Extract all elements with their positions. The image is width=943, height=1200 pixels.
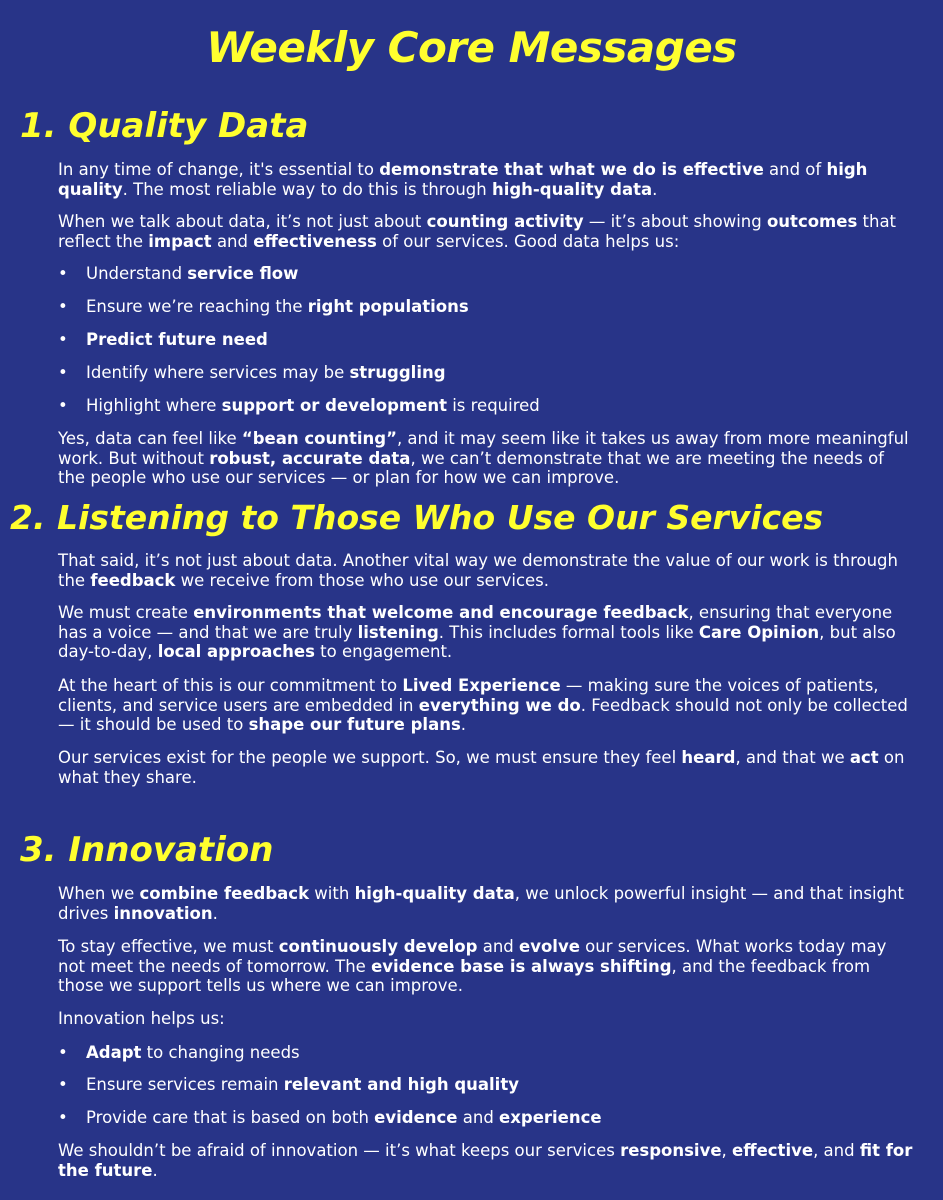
paragraph <box>58 551 916 590</box>
body-text: Yes, data can feel like <box>58 429 242 448</box>
emphasis-text: demonstrate that what we do is effective <box>379 160 764 179</box>
emphasis-text: struggling <box>349 363 446 382</box>
emphasis-text: Predict future need <box>86 330 268 349</box>
paragraph <box>58 1009 916 1029</box>
body-text: Innovation helps us: <box>58 1009 225 1028</box>
emphasis-text: responsive <box>620 1141 722 1160</box>
paragraph <box>58 212 916 251</box>
body-text: on what they share. <box>58 748 905 787</box>
emphasis-text: “bean counting” <box>241 429 397 448</box>
list-item-text <box>86 330 268 350</box>
emphasis-text: robust, accurate data <box>209 448 411 468</box>
body-text: , and <box>813 1141 860 1160</box>
paragraph <box>58 676 916 735</box>
emphasis-text: listening <box>357 622 439 642</box>
body-text: That said, it’s not just about data. Another vital way we demonstrate the value of our work is through the <box>58 551 898 590</box>
body-text: . <box>152 1160 158 1180</box>
bullet-icon: • <box>58 1075 68 1094</box>
list-item-text <box>86 264 298 284</box>
emphasis-text: local approaches <box>157 642 315 661</box>
emphasis-text: environments that welcome and encourage feedback <box>193 603 689 622</box>
body-text: , and it may seem like it takes us away from more meaningful work. But without <box>58 429 909 468</box>
body-text: is required <box>446 396 540 415</box>
emphasis-text: impact <box>148 231 212 251</box>
body-text: . This includes formal tools like <box>438 622 699 642</box>
section-heading-quality-data: 1. Quality Data <box>20 106 309 146</box>
paragraph <box>58 884 916 923</box>
emphasis-text: combine feedback <box>139 884 310 903</box>
body-text: . The most reliable way to do this is through <box>122 179 492 199</box>
emphasis-text: Care Opinion <box>698 622 820 642</box>
body-text: , and the feedback from those we support tells us where we can improve. <box>58 956 871 995</box>
bullet-icon: • <box>58 396 68 415</box>
emphasis-text: Lived Experience <box>402 676 561 695</box>
list-item-text <box>86 297 469 317</box>
emphasis-text: high quality <box>58 160 868 199</box>
emphasis-text: Adapt <box>86 1043 142 1062</box>
emphasis-text: service flow <box>187 264 299 283</box>
paragraph <box>58 160 916 199</box>
body-text: To stay effective, we must <box>58 937 279 956</box>
bullet-icon: • <box>58 1108 68 1127</box>
paragraph <box>58 1141 916 1180</box>
body-text: of our services. Good data helps us: <box>376 231 680 251</box>
body-text: with <box>309 884 355 903</box>
body-text: that reflect the <box>58 212 897 251</box>
emphasis-text: heard <box>681 748 736 767</box>
emphasis-text: experience <box>499 1108 602 1127</box>
emphasis-text: everything we do <box>418 695 581 715</box>
list-item-text <box>86 363 446 383</box>
emphasis-text: evidence <box>374 1108 458 1127</box>
emphasis-text: high-quality data <box>491 179 653 199</box>
body-text: When we <box>58 884 140 903</box>
emphasis-text: feedback <box>90 570 176 590</box>
emphasis-text: act <box>849 748 879 767</box>
emphasis-text: effectiveness <box>253 231 377 251</box>
page-title: Weekly Core Messages <box>206 23 737 72</box>
body-text: , we can’t demonstrate that we are meeting the needs of the people who use our services — or plan for how we can improve. <box>58 448 884 487</box>
body-text: Identify where services may be <box>86 363 350 382</box>
paragraph <box>58 937 916 996</box>
body-text: Our services exist for the people we support. So, we must ensure they feel <box>58 748 682 767</box>
emphasis-text: outcomes <box>766 212 858 231</box>
emphasis-text: evolve <box>519 937 580 956</box>
body-text: . <box>212 903 218 923</box>
body-text: and of <box>763 160 827 179</box>
body-text: , ensuring that everyone has a voice — and that we are truly <box>58 603 893 642</box>
emphasis-text: shape our future plans <box>248 715 461 734</box>
bullet-icon: • <box>58 264 68 283</box>
body-text: our services. What works today may not meet the needs of tomorrow. The <box>58 937 887 976</box>
body-text: We shouldn’t be afraid of innovation — it’s what keeps our services <box>58 1141 621 1160</box>
body-text: , <box>721 1141 733 1160</box>
body-text: Understand <box>86 264 188 283</box>
emphasis-text: fit for the future <box>58 1141 913 1180</box>
body-text: , we unlock powerful insight — and that insight drives <box>58 884 904 923</box>
bullet-icon: • <box>58 363 68 382</box>
body-text: to engagement. <box>314 642 453 661</box>
bullet-icon: • <box>58 330 68 349</box>
body-text: We must create <box>58 603 194 622</box>
section-heading-innovation: 3. Innovation <box>20 830 274 870</box>
body-text: At the heart of this is our commitment to <box>58 676 403 695</box>
body-text: — it’s about showing <box>583 212 767 231</box>
body-text: — making sure the voices of patients, clients, and service users are embedded in <box>58 676 879 715</box>
section-heading-listening: 2. Listening to Those Who Use Our Services <box>10 498 824 537</box>
bullet-icon: • <box>58 1043 68 1062</box>
paragraph <box>58 429 916 488</box>
emphasis-text: right populations <box>307 297 469 316</box>
body-text: and <box>457 1108 500 1127</box>
emphasis-text: support or development <box>221 396 447 415</box>
body-text: , and that we <box>735 748 850 767</box>
list-item-text <box>86 396 540 416</box>
body-text: Provide care that is based on both <box>86 1108 375 1127</box>
body-text: and <box>477 937 520 956</box>
body-text: and <box>211 231 254 251</box>
bullet-icon: • <box>58 297 68 316</box>
body-text: In any time of change, it's essential to <box>58 160 380 179</box>
body-text: . <box>652 179 658 199</box>
emphasis-text: counting activity <box>426 212 584 231</box>
emphasis-text: relevant and high quality <box>283 1075 519 1094</box>
paragraph <box>58 603 916 662</box>
emphasis-text: effective <box>732 1141 814 1160</box>
body-text: . <box>460 715 467 734</box>
body-text: When we talk about data, it’s not just about <box>58 212 427 231</box>
body-text: Ensure services remain <box>86 1075 284 1094</box>
body-text: to changing needs <box>141 1043 300 1062</box>
body-text: Ensure we’re reaching the <box>86 297 308 316</box>
emphasis-text: innovation <box>113 903 213 923</box>
list-item-text <box>86 1108 602 1128</box>
emphasis-text: high-quality data <box>354 884 515 903</box>
body-text: , but also day-to-day, <box>58 622 896 661</box>
list-item-text <box>86 1043 300 1063</box>
emphasis-text: continuously develop <box>278 937 478 956</box>
paragraph <box>58 748 916 787</box>
body-text: Highlight where <box>86 396 222 415</box>
body-text: we receive from those who use our services. <box>175 570 550 590</box>
list-item-text <box>86 1075 519 1095</box>
body-text: . Feedback should not only be collected — it should be used to <box>58 695 908 734</box>
emphasis-text: evidence base is always shifting <box>371 956 672 976</box>
